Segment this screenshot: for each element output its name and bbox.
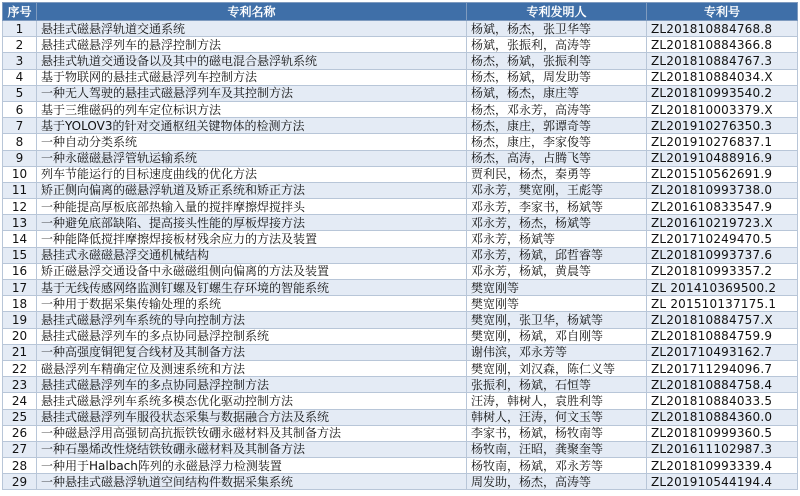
- row-inventors: 邓永芳，杨杰，杨斌等: [467, 215, 647, 231]
- row-patent-name: 一种石墨烯改性烧结铁钕硼永磁材料及其制备方法: [37, 441, 467, 457]
- row-inventors: 杨杰，高涛，占腾飞等: [467, 150, 647, 166]
- row-inventors: 杨杰，杨斌，张振利等: [467, 53, 647, 69]
- row-serial: 18: [3, 296, 37, 312]
- table-row: [3, 344, 798, 360]
- table-row: [3, 360, 798, 376]
- row-serial: 19: [3, 312, 37, 328]
- row-patent-name: 一种自动分类系统: [37, 134, 467, 150]
- row-patent-name: 列车节能运行的目标速度曲线的优化方法: [37, 166, 467, 182]
- row-serial: 10: [3, 166, 37, 182]
- table-row: [3, 247, 798, 263]
- header-patent-number: 专利号: [647, 3, 798, 21]
- row-inventors: 杨牧南，杨斌，邓永芳等: [467, 458, 647, 474]
- row-patent-number: ZL201610219723.X: [647, 215, 798, 231]
- row-patent-number: ZL201810884758.4: [647, 377, 798, 393]
- row-serial: 21: [3, 344, 37, 360]
- table-row: [3, 85, 798, 101]
- row-patent-name: 悬挂式永磁磁悬浮交通机械结构: [37, 247, 467, 263]
- table-row: [3, 134, 798, 150]
- row-patent-number: ZL201810003379.X: [647, 101, 798, 117]
- row-serial: 4: [3, 69, 37, 85]
- row-patent-number: ZL201810884768.8: [647, 21, 798, 37]
- row-patent-name: 悬挂式磁悬浮列车系统的导向控制方法: [37, 312, 467, 328]
- table-row: [3, 280, 798, 296]
- row-patent-name: 基于物联网的悬挂式磁悬浮列车控制方法: [37, 69, 467, 85]
- row-patent-number: ZL201810993738.0: [647, 182, 798, 198]
- row-patent-number: ZL201711294096.7: [647, 360, 798, 376]
- row-serial: 15: [3, 247, 37, 263]
- row-patent-name: 悬挂式磁悬浮列车服役状态采集与数据融合方法及系统: [37, 409, 467, 425]
- row-inventors: 邓永芳，樊宽刚，王彪等: [467, 182, 647, 198]
- table-row: [3, 458, 798, 474]
- row-inventors: 杨杰，杨斌，周发助等: [467, 69, 647, 85]
- row-patent-number: ZL201810884366.8: [647, 37, 798, 53]
- row-inventors: 汪涛，韩树人，袁胜利等: [467, 393, 647, 409]
- header-row: [3, 3, 798, 21]
- table-row: [3, 37, 798, 53]
- row-patent-number: ZL201810884757.X: [647, 312, 798, 328]
- row-inventors: 周发助，杨杰，高涛等: [467, 474, 647, 490]
- row-patent-number: ZL201810884034.X: [647, 69, 798, 85]
- row-patent-name: 悬挂式磁悬浮列车的多点协同悬浮控制方法: [37, 377, 467, 393]
- row-inventors: 杨杰，康庄，郭谭奇等: [467, 118, 647, 134]
- table-row: [3, 296, 798, 312]
- table-row: [3, 199, 798, 215]
- row-serial: 5: [3, 85, 37, 101]
- row-serial: 20: [3, 328, 37, 344]
- row-patent-number: ZL201910488916.9: [647, 150, 798, 166]
- table-body: [3, 21, 798, 490]
- row-patent-name: 悬挂式磁悬浮列车的多点协同悬浮控制系统: [37, 328, 467, 344]
- row-inventors: 樊宽刚，刘汉森，陈仁义等: [467, 360, 647, 376]
- row-patent-name: 矫正磁悬浮交通设备中永磁磁组侧向偏离的方法及装置: [37, 263, 467, 279]
- row-serial: 27: [3, 441, 37, 457]
- row-serial: 14: [3, 231, 37, 247]
- header-inventors: 专利发明人: [467, 3, 647, 21]
- row-patent-name: 一种无人驾驶的悬挂式磁悬浮列车及其控制方法: [37, 85, 467, 101]
- table-row: [3, 231, 798, 247]
- row-inventors: 樊宽刚等: [467, 280, 647, 296]
- header-serial: 序号: [3, 3, 37, 21]
- row-inventors: 邓永芳，杨斌等: [467, 231, 647, 247]
- row-patent-number: ZL201910276350.3: [647, 118, 798, 134]
- row-patent-name: 悬挂式轨道交通设备以及其中的磁电混合悬浮轨系统: [37, 53, 467, 69]
- row-patent-name: 一种磁悬浮用高强韧高抗振铁钕硼永磁材料及其制备方法: [37, 425, 467, 441]
- row-patent-number: ZL201710249470.5: [647, 231, 798, 247]
- row-patent-number: ZL201610833547.9: [647, 199, 798, 215]
- row-inventors: 杨杰，康庄，李家俊等: [467, 134, 647, 150]
- row-serial: 11: [3, 182, 37, 198]
- row-patent-number: ZL201810993737.6: [647, 247, 798, 263]
- row-patent-number: ZL201810993339.4: [647, 458, 798, 474]
- row-patent-name: 基于三维磁码的列车定位标识方法: [37, 101, 467, 117]
- row-inventors: 谢伟滨，邓永芳等: [467, 344, 647, 360]
- table-row: [3, 166, 798, 182]
- row-patent-name: 一种高强度铜钯复合线材及其制备方法: [37, 344, 467, 360]
- row-inventors: 张振利，杨斌，石恒等: [467, 377, 647, 393]
- row-serial: 12: [3, 199, 37, 215]
- row-serial: 25: [3, 409, 37, 425]
- patent-table: [2, 2, 798, 490]
- table-row: [3, 409, 798, 425]
- row-patent-number: ZL 201510137175.1: [647, 296, 798, 312]
- row-patent-name: 悬挂式磁悬浮列车系统多模态优化驱动控制方法: [37, 393, 467, 409]
- row-patent-number: ZL201810999360.5: [647, 425, 798, 441]
- row-inventors: 杨斌，杨杰，康庄等: [467, 85, 647, 101]
- row-serial: 24: [3, 393, 37, 409]
- row-serial: 22: [3, 360, 37, 376]
- row-serial: 23: [3, 377, 37, 393]
- table-row: [3, 474, 798, 490]
- row-patent-number: ZL201611102987.3: [647, 441, 798, 457]
- row-serial: 2: [3, 37, 37, 53]
- row-serial: 9: [3, 150, 37, 166]
- row-patent-name: 悬挂式磁悬浮列车的悬浮控制方法: [37, 37, 467, 53]
- row-inventors: 韩树人，汪涛，何文玉等: [467, 409, 647, 425]
- table-row: [3, 215, 798, 231]
- table-row: [3, 182, 798, 198]
- row-serial: 17: [3, 280, 37, 296]
- row-patent-name: 一种悬挂式磁悬浮轨道空间结构件数据采集系统: [37, 474, 467, 490]
- row-patent-number: ZL201910544194.4: [647, 474, 798, 490]
- row-patent-name: 一种避免底部缺陷、提高接头性能的厚板焊接方法: [37, 215, 467, 231]
- row-patent-number: ZL201810884767.3: [647, 53, 798, 69]
- row-serial: 8: [3, 134, 37, 150]
- table-header: [3, 3, 798, 21]
- row-patent-number: ZL201810884033.5: [647, 393, 798, 409]
- table-row: [3, 118, 798, 134]
- table-row: [3, 69, 798, 85]
- row-inventors: 杨斌，杨杰，张卫华等: [467, 21, 647, 37]
- row-serial: 13: [3, 215, 37, 231]
- row-inventors: 贾利民，杨杰，秦勇等: [467, 166, 647, 182]
- table-row: [3, 328, 798, 344]
- row-serial: 28: [3, 458, 37, 474]
- row-inventors: 樊宽刚，张卫华，杨斌等: [467, 312, 647, 328]
- row-inventors: 樊宽刚等: [467, 296, 647, 312]
- row-patent-name: 一种能降低搅拌摩擦焊接板材残余应力的方法及装置: [37, 231, 467, 247]
- row-patent-number: ZL201810884360.0: [647, 409, 798, 425]
- row-patent-number: ZL201810993357.2: [647, 263, 798, 279]
- row-serial: 3: [3, 53, 37, 69]
- table-row: [3, 21, 798, 37]
- row-serial: 1: [3, 21, 37, 37]
- row-patent-number: ZL201510562691.9: [647, 166, 798, 182]
- row-patent-number: ZL 201410369500.2: [647, 280, 798, 296]
- row-serial: 16: [3, 263, 37, 279]
- row-patent-number: ZL201810884759.9: [647, 328, 798, 344]
- header-patent-name: 专利名称: [37, 3, 467, 21]
- table-row: [3, 425, 798, 441]
- row-serial: 7: [3, 118, 37, 134]
- row-inventors: 邓永芳，杨斌，黄晨等: [467, 263, 647, 279]
- table-row: [3, 263, 798, 279]
- row-serial: 6: [3, 101, 37, 117]
- row-inventors: 杨斌，张振利，高涛等: [467, 37, 647, 53]
- row-inventors: 杨牧南，汪昭，龚聚奎等: [467, 441, 647, 457]
- row-patent-name: 一种能提高厚板底部热输入量的搅拌摩擦焊搅拌头: [37, 199, 467, 215]
- row-patent-name: 矫正侧向偏离的磁悬浮轨道及矫正系统和矫正方法: [37, 182, 467, 198]
- row-patent-number: ZL201710493162.7: [647, 344, 798, 360]
- table-row: [3, 150, 798, 166]
- row-patent-name: 一种用于数据采集传输处理的系统: [37, 296, 467, 312]
- row-patent-name: 悬挂式磁悬浮轨道交通系统: [37, 21, 467, 37]
- row-patent-name: 基于无线传感网络监测钉螺及钉螺生存环境的智能系统: [37, 280, 467, 296]
- row-patent-number: ZL201810993540.2: [647, 85, 798, 101]
- row-inventors: 李家书，杨斌，杨牧南等: [467, 425, 647, 441]
- row-patent-number: ZL201910276837.1: [647, 134, 798, 150]
- row-inventors: 邓永芳，杨斌，邱哲睿等: [467, 247, 647, 263]
- table-row: [3, 393, 798, 409]
- row-patent-name: 一种用于Halbach阵列的永磁悬浮力检测装置: [37, 458, 467, 474]
- row-serial: 26: [3, 425, 37, 441]
- patent-table-container: [2, 2, 797, 490]
- row-patent-name: 基于YOLOV3的针对交通枢纽关键物体的检测方法: [37, 118, 467, 134]
- row-inventors: 邓永芳，李家书，杨斌等: [467, 199, 647, 215]
- table-row: [3, 101, 798, 117]
- table-row: [3, 312, 798, 328]
- row-patent-name: 磁悬浮列车精确定位及测速系统和方法: [37, 360, 467, 376]
- row-inventors: 樊宽刚，杨斌，邓自刚等: [467, 328, 647, 344]
- row-patent-name: 一种永磁磁悬浮管轨运输系统: [37, 150, 467, 166]
- row-inventors: 杨杰，邓永芳，高涛等: [467, 101, 647, 117]
- table-row: [3, 377, 798, 393]
- table-row: [3, 441, 798, 457]
- table-row: [3, 53, 798, 69]
- row-serial: 29: [3, 474, 37, 490]
